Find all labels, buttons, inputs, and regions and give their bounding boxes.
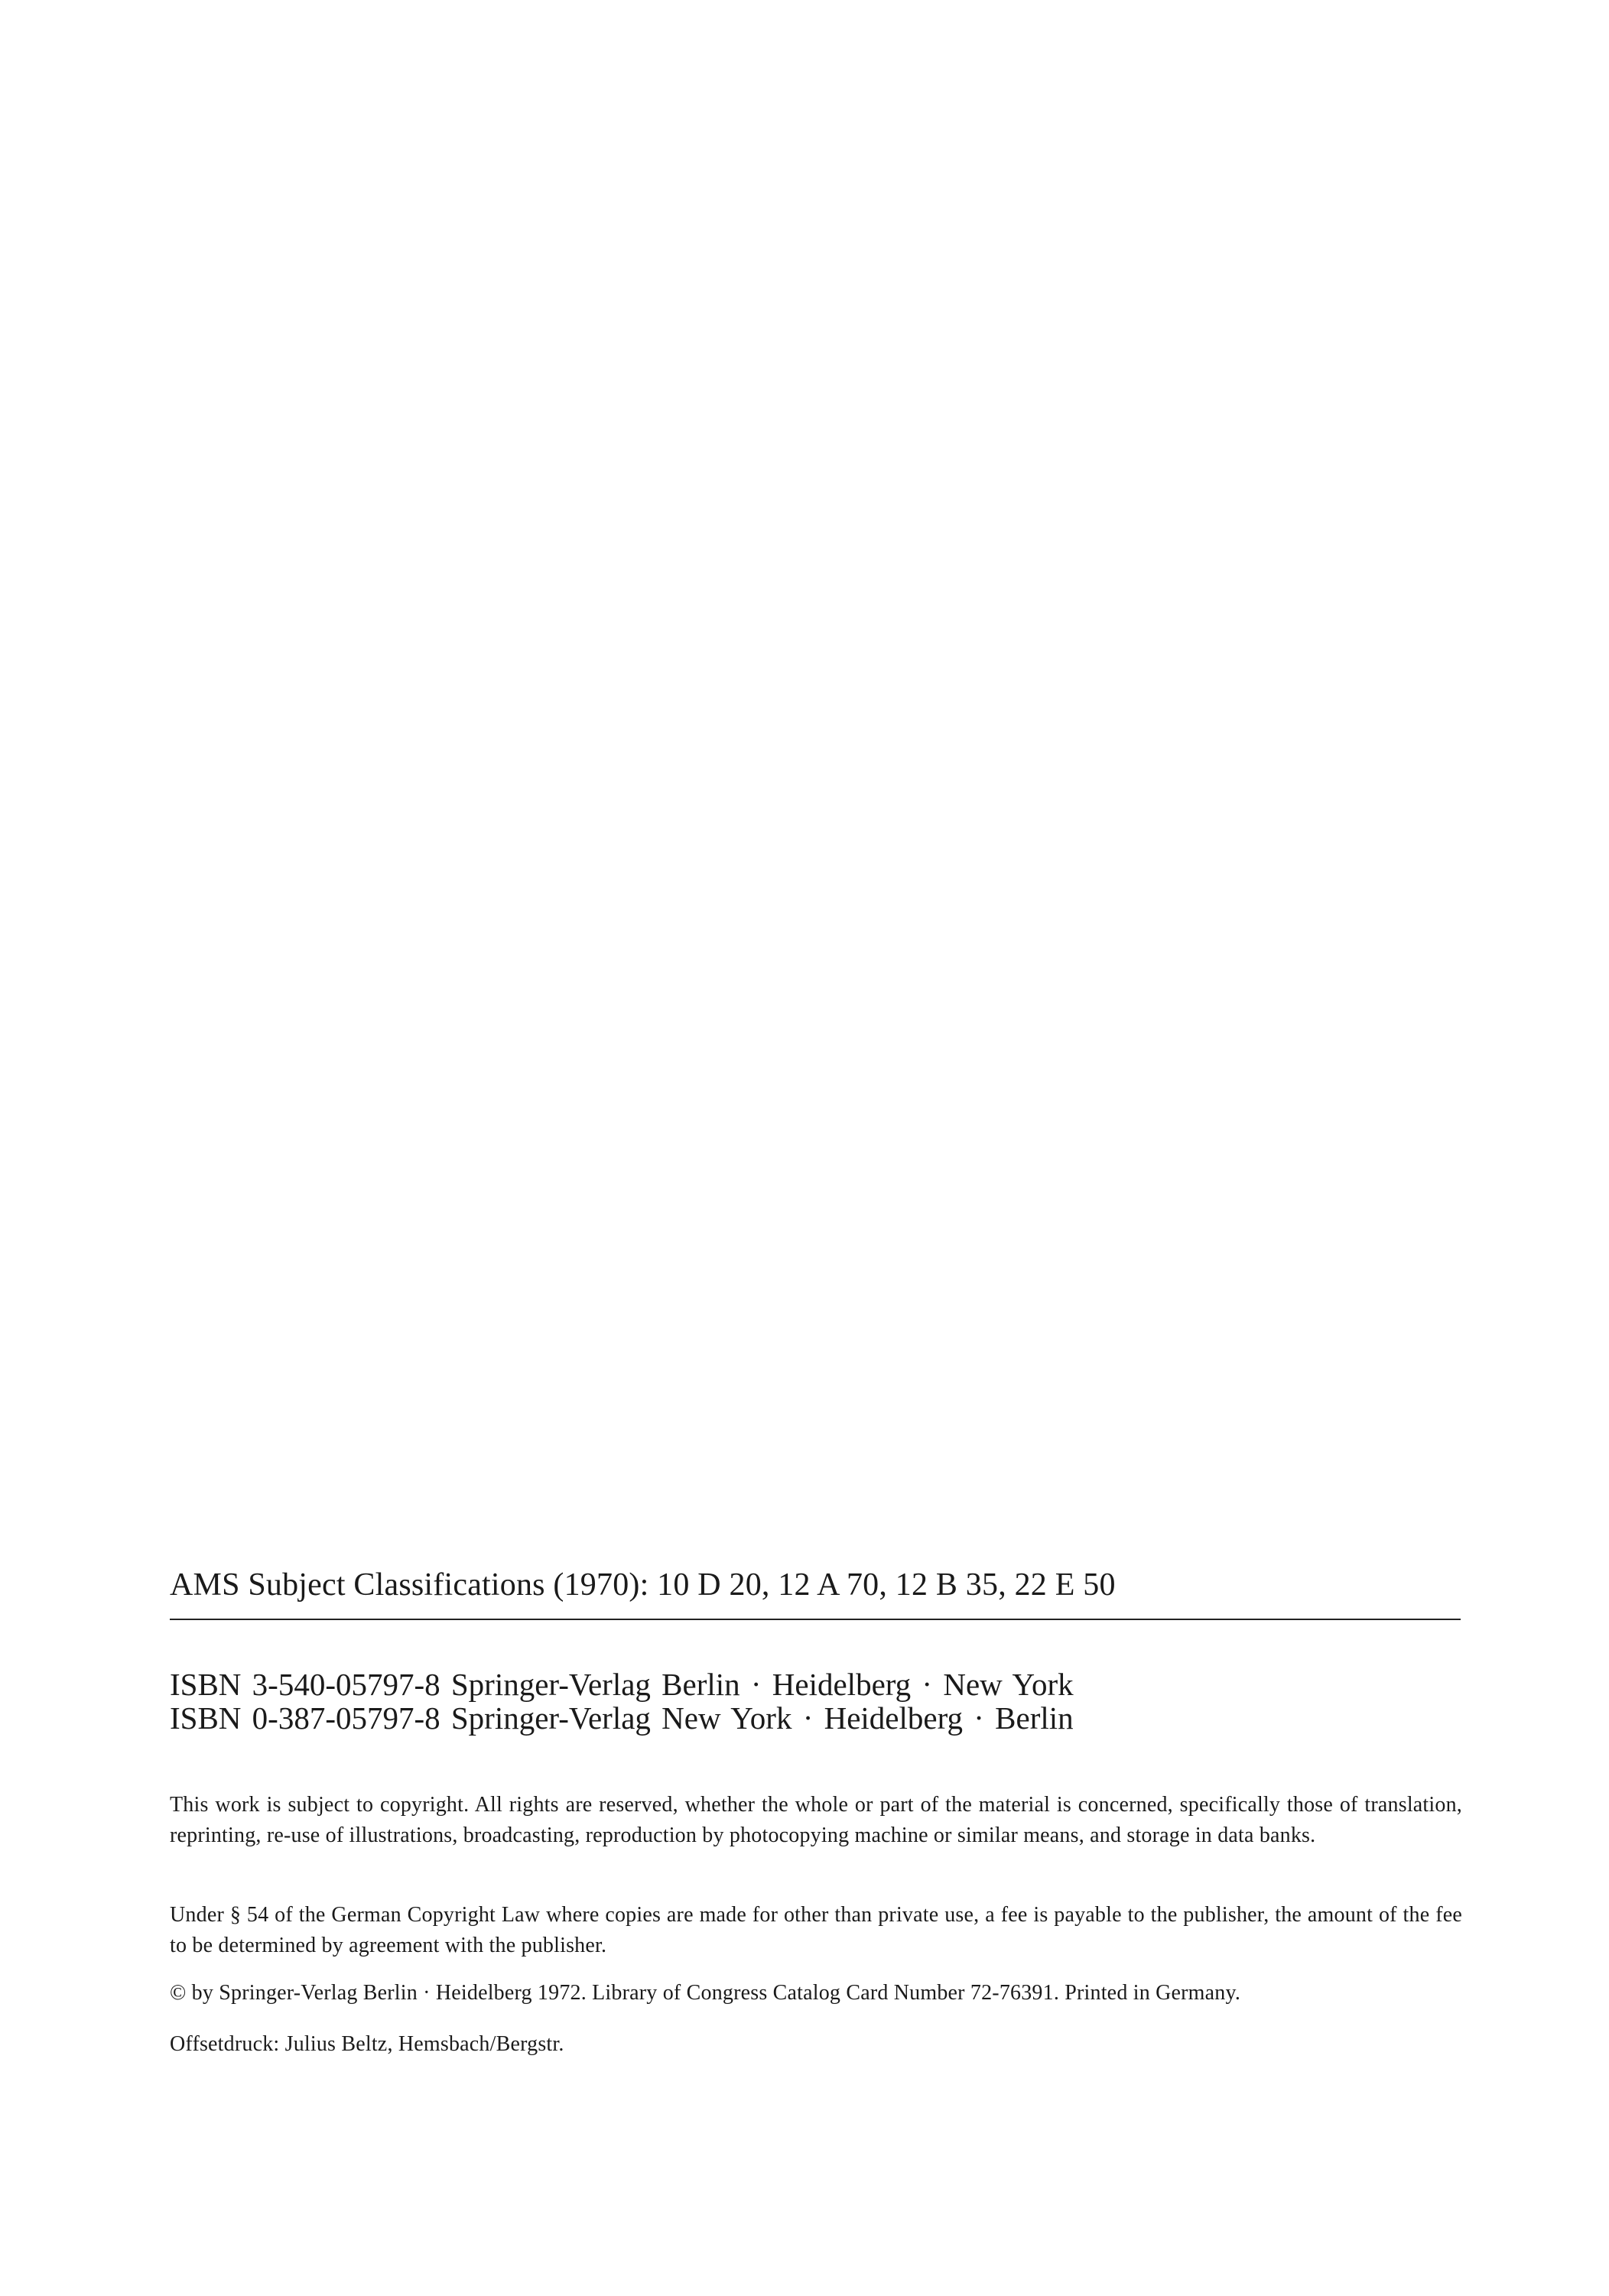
ams-subject-classifications: AMS Subject Classifications (1970): 10 D 20, 12 A 70, 12 B 35, 22 E 50 <box>170 1567 1116 1603</box>
fee-notice-paragraph: Under § 54 of the German Copyright Law where copies are made for other than private use, a fee is payable to the publisher, the amount of the fee to be determined by agreement with the publisher. <box>170 1903 1462 1957</box>
copyright-line: © by Springer-Verlag Berlin · Heidelberg 1972. Library of Congress Catalog Card Number 72-76391. Printed in Germany. <box>170 1981 1241 2005</box>
horizontal-rule <box>170 1619 1461 1620</box>
isbn-line-2: ISBN 0-387-05797-8 Springer-Verlag New York · Heidelberg · Berlin <box>170 1700 1074 1736</box>
printer-line: Offsetdruck: Julius Beltz, Hemsbach/Bergstr. <box>170 2032 564 2056</box>
copyright-notice-paragraph: This work is subject to copyright. All rights are reserved, whether the whole or part of the material is concerned, specifically those of translation, reprinting, re-use of illustrations, broadcasting, reproduction by photocopying machine or similar means, and storage in data banks. <box>170 1793 1462 1847</box>
isbn-line-1: ISBN 3-540-05797-8 Springer-Verlag Berlin · Heidelberg · New York <box>170 1667 1074 1702</box>
